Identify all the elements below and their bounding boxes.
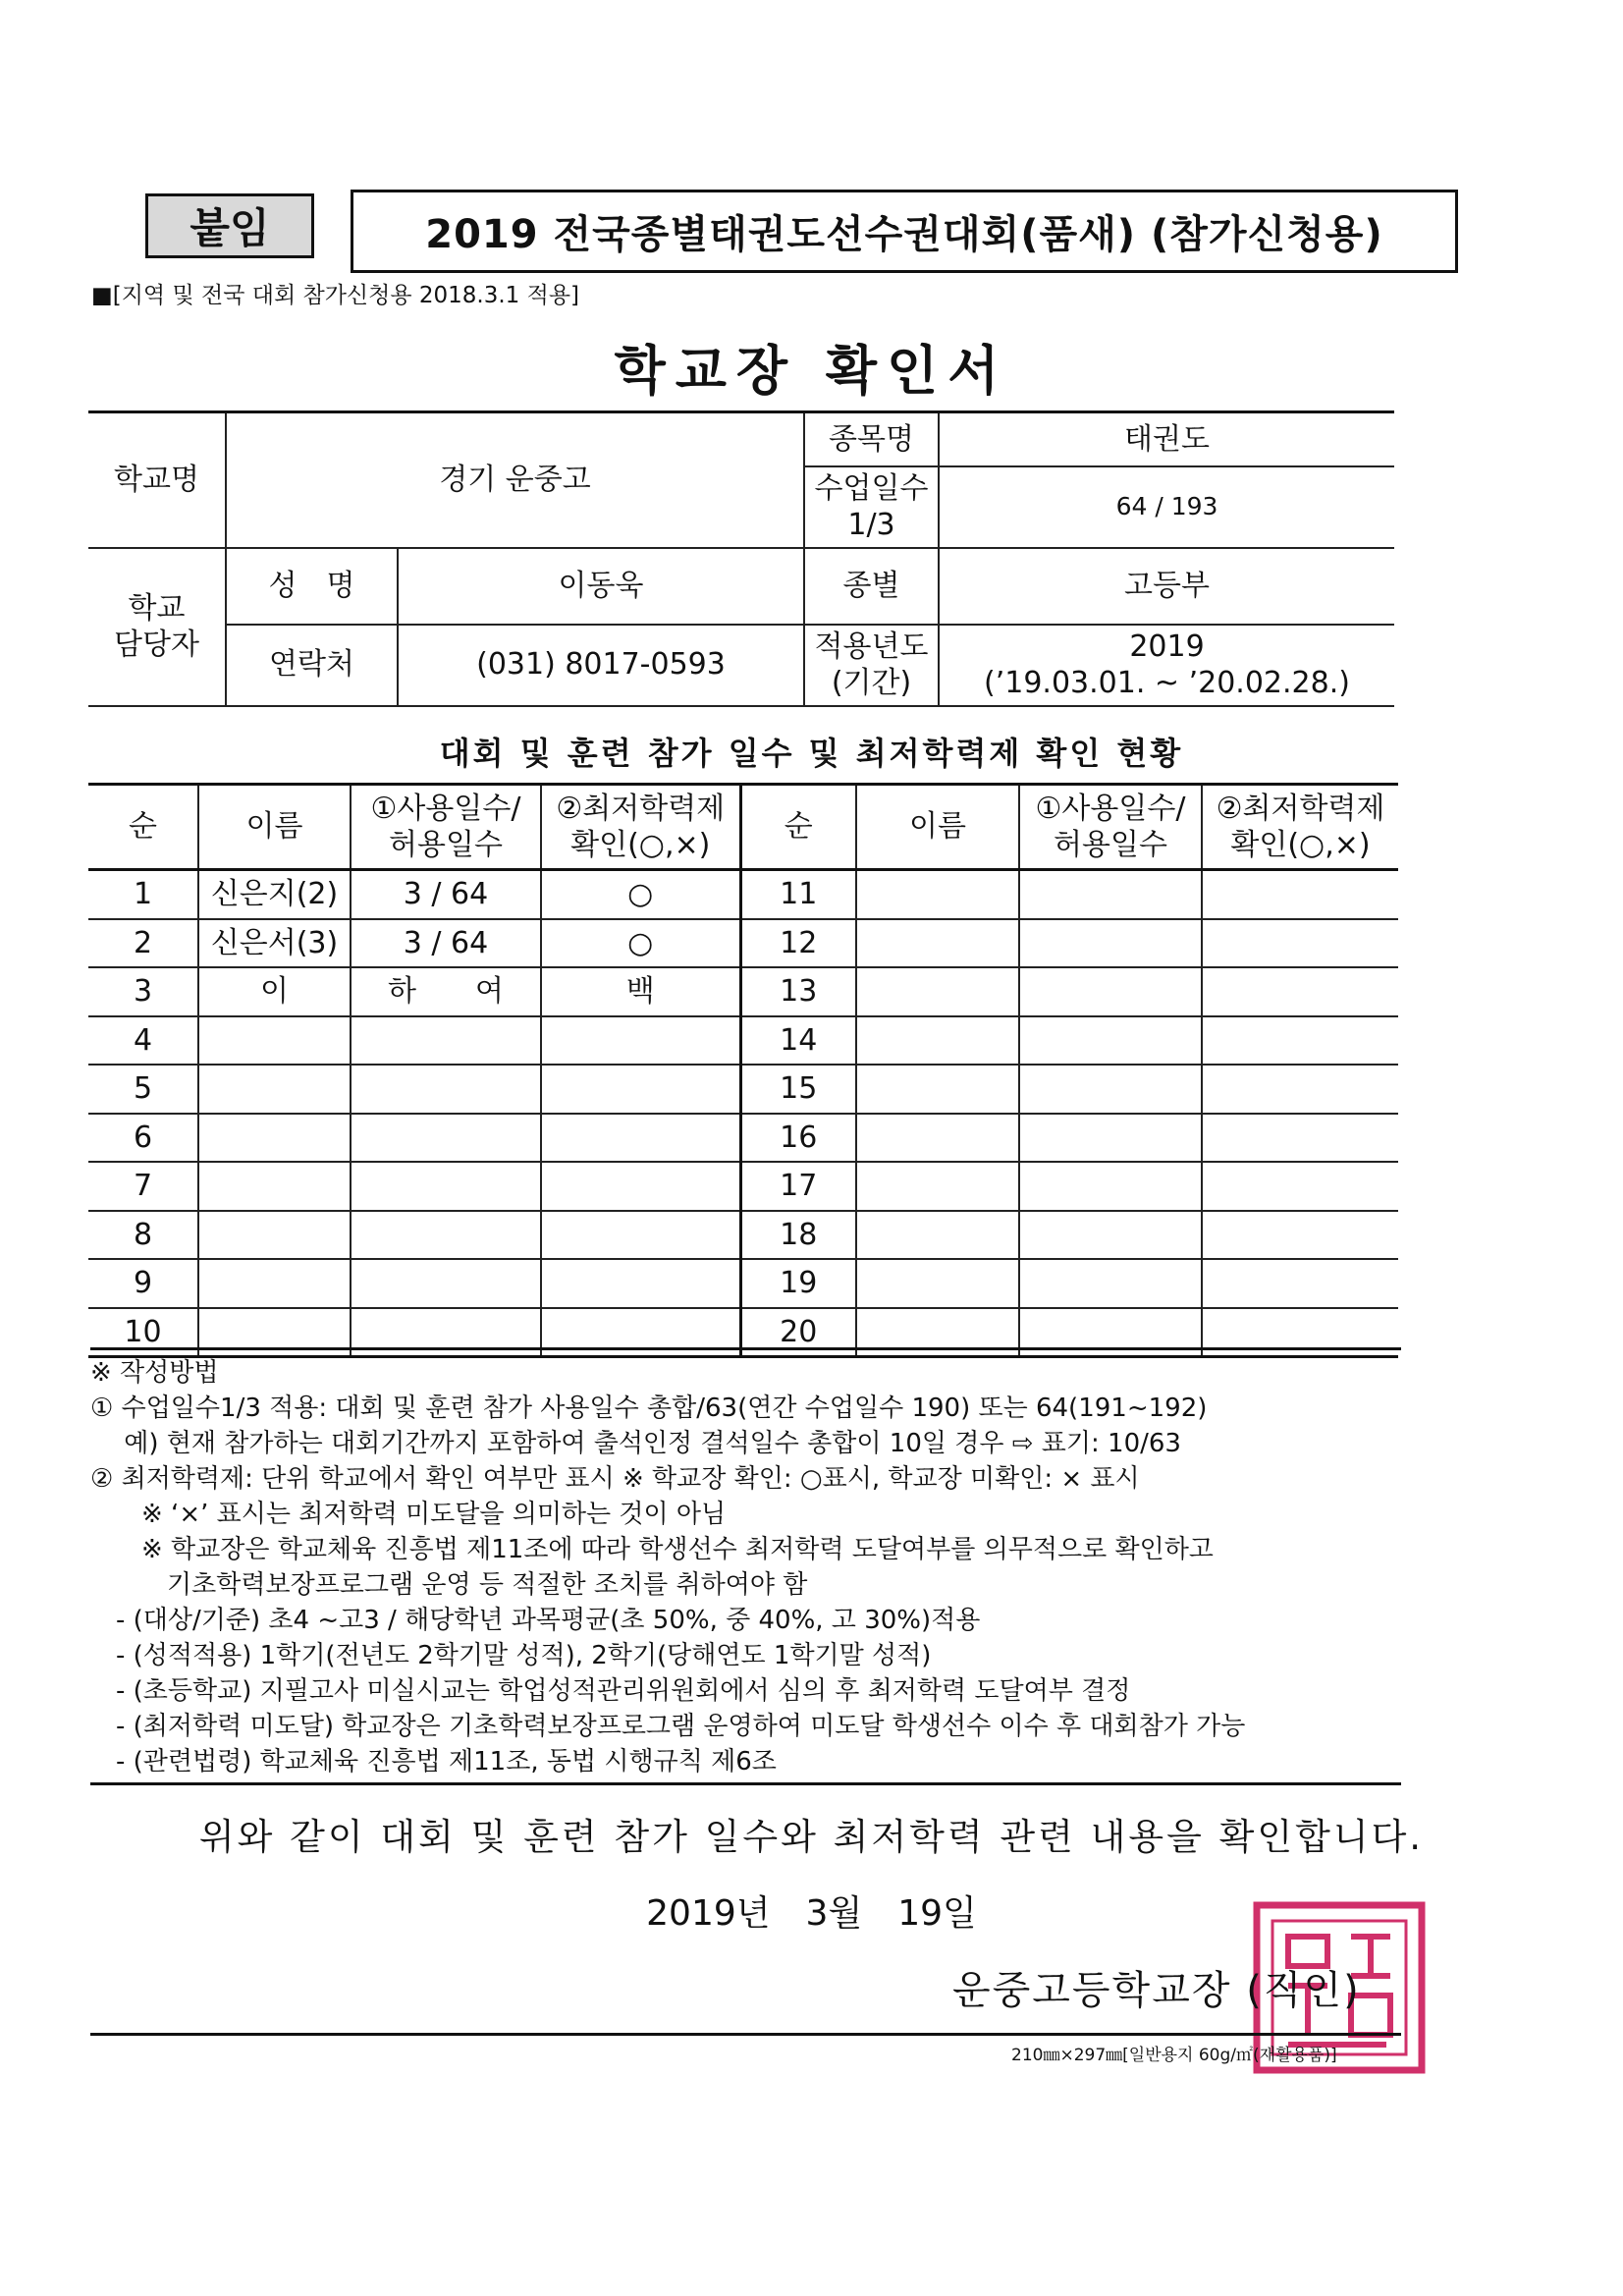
header-no-right: 순 — [740, 785, 856, 870]
instructions-bottom-rule — [90, 1782, 1401, 1785]
cell-no: 9 — [88, 1259, 198, 1308]
header-days-right-line2: 허용일수 — [1054, 828, 1167, 862]
cell-name — [856, 1114, 1019, 1163]
school-info-table — [88, 410, 1394, 707]
header-days-right — [1019, 785, 1202, 870]
cell-no: 3 — [88, 967, 198, 1016]
cell-check: ○ — [541, 870, 740, 919]
paper-spec: 210㎜×297㎜[일반용지 60g/㎡(재활용품)] — [1011, 2046, 1337, 2065]
cell-no: 11 — [740, 870, 856, 919]
instruction-line: ① 수업일수1/3 적용: 대회 및 훈련 참가 사용일수 총합/63(연간 수업일수 190) 또는 64(191~192) — [90, 1394, 1208, 1423]
cell-check — [1202, 1016, 1398, 1066]
event-label: 종목명 — [804, 412, 939, 466]
cell-check — [541, 1162, 740, 1211]
header-check-line1: ②최저학력제 — [556, 791, 726, 826]
school-name-label: 학교명 — [88, 412, 226, 548]
cell-days — [1019, 1162, 1202, 1211]
cell-check — [541, 1259, 740, 1308]
instructions-title: ※ 작성방법 — [90, 1358, 219, 1388]
cell-days — [1019, 1114, 1202, 1163]
table-row — [88, 967, 1398, 1016]
cell-check — [541, 1065, 740, 1114]
header-check-right-line2: 확인(○,×) — [1230, 828, 1371, 862]
cell-days — [351, 1162, 541, 1211]
header-days-line1: ①사용일수/ — [370, 791, 521, 826]
cell-days — [1019, 1065, 1202, 1114]
cell-no: 7 — [88, 1162, 198, 1211]
cell-no: 2 — [88, 919, 198, 968]
cell-name — [856, 1162, 1019, 1211]
cell-days — [351, 1065, 541, 1114]
instruction-line: ※ ‘×’ 표시는 최저학력 미도달을 의미하는 것이 아님 — [90, 1500, 727, 1529]
cell-days: 3 / 64 — [351, 919, 541, 968]
header-no: 순 — [88, 785, 198, 870]
contact-label: 연락처 — [226, 625, 398, 706]
contact-value: (031) 8017-0593 — [398, 625, 804, 706]
cell-name — [856, 1259, 1019, 1308]
cell-check — [1202, 1211, 1398, 1260]
cell-check: ○ — [541, 919, 740, 968]
cell-name: 신은서(3) — [198, 919, 351, 968]
cell-name — [856, 919, 1019, 968]
confirmation-date: 2019년 3월 19일 — [646, 1893, 977, 1934]
header-check-right-line1: ②최저학력제 — [1216, 791, 1385, 826]
year-label-line2: (기간) — [831, 666, 912, 700]
cell-days — [1019, 967, 1202, 1016]
instruction-line: ※ 학교장은 학교체육 진흥법 제11조에 따라 학생선수 최저학력 도달여부를 의무적으로 확인하고 — [90, 1535, 1214, 1564]
year-label-line1: 적용년도 — [814, 629, 929, 664]
cell-no: 14 — [740, 1016, 856, 1066]
table-row — [88, 1065, 1398, 1114]
cell-no: 6 — [88, 1114, 198, 1163]
cell-no: 15 — [740, 1065, 856, 1114]
cell-check — [1202, 870, 1398, 919]
header-days-line2: 허용일수 — [389, 828, 503, 862]
class-days-label-line2: 1/3 — [847, 508, 895, 542]
document-title-box: 2019 전국종별태권도선수권대회(품새) (참가신청용) — [351, 190, 1458, 273]
cell-name — [856, 1211, 1019, 1260]
cell-check — [1202, 967, 1398, 1016]
instruction-line: - (성적적용) 1학기(전년도 2학기말 성적), 2학기(당해연도 1학기말 성적) — [90, 1641, 932, 1670]
cell-no: 12 — [740, 919, 856, 968]
year-value-line1: 2019 — [1129, 629, 1205, 664]
instructions-top-rule — [90, 1347, 1401, 1350]
class-days-label-line1: 수업일수 — [814, 470, 929, 506]
cell-check — [1202, 1162, 1398, 1211]
cell-name — [198, 1211, 351, 1260]
cell-no: 18 — [740, 1211, 856, 1260]
cell-no: 5 — [88, 1065, 198, 1114]
manager-label-line2: 담당자 — [114, 628, 199, 662]
attachment-badge: 붙임 — [145, 193, 314, 258]
cell-check — [1202, 919, 1398, 968]
cell-name — [198, 1016, 351, 1066]
cell-days — [351, 1016, 541, 1066]
cell-days: 3 / 64 — [351, 870, 541, 919]
table-row — [88, 919, 1398, 968]
instruction-line: - (대상/기준) 초4 ~고3 / 해당학년 과목평균(초 50%, 중 40%, 고 30%)적용 — [90, 1606, 981, 1635]
cell-check — [541, 1016, 740, 1066]
division-value: 고등부 — [939, 548, 1394, 625]
cell-name — [198, 1259, 351, 1308]
cell-days — [351, 1211, 541, 1260]
manager-label — [88, 548, 226, 706]
cell-days — [1019, 870, 1202, 919]
cell-name — [198, 1114, 351, 1163]
table-row — [88, 1114, 1398, 1163]
instruction-line: - (최저학력 미도달) 학교장은 기초학력보장프로그램 운영하여 미도달 학생선수 이수 후 대회참가 가능 — [90, 1712, 1246, 1741]
cell-check — [1202, 1065, 1398, 1114]
cell-no: 10 — [88, 1308, 198, 1357]
cell-check — [1202, 1114, 1398, 1163]
instructions-lines — [90, 1391, 1406, 1779]
confirmation-statement: 위와 같이 대회 및 훈련 참가 일수와 최저학력 관련 내용을 확인합니다. — [198, 1816, 1425, 1858]
table-row — [88, 870, 1398, 919]
header-name: 이름 — [198, 785, 351, 870]
cell-check — [541, 1114, 740, 1163]
header-check — [541, 785, 740, 870]
class-days-value: 64 / 193 — [939, 466, 1394, 548]
header-check-right — [1202, 785, 1398, 870]
cell-name: 신은지(2) — [198, 870, 351, 919]
instruction-line: 예) 현재 참가하는 대회기간까지 포함하여 출석인정 결석일수 총합이 10일 경우 ⇨ 표기: 10/63 — [90, 1429, 1181, 1458]
participation-grid — [88, 783, 1398, 1358]
cell-no: 20 — [740, 1308, 856, 1357]
cell-name — [856, 870, 1019, 919]
division-label: 종별 — [804, 548, 939, 625]
cell-name — [856, 1065, 1019, 1114]
header-days — [351, 785, 541, 870]
cell-days: 하 여 — [351, 967, 541, 1016]
instruction-line: - (초등학교) 지필고사 미실시교는 학업성적관리위원회에서 심의 후 최저학력 도달여부 결정 — [90, 1676, 1131, 1706]
cell-no: 13 — [740, 967, 856, 1016]
school-name-value: 경기 운중고 — [226, 412, 804, 548]
cell-name — [198, 1162, 351, 1211]
cell-name — [198, 1065, 351, 1114]
cell-days — [351, 1114, 541, 1163]
instructions — [90, 1355, 1406, 1779]
cell-name — [856, 1016, 1019, 1066]
application-note: ■[지역 및 전국 대회 참가신청용 2018.3.1 적용] — [91, 283, 580, 308]
cell-no: 4 — [88, 1016, 198, 1066]
table-row — [88, 1162, 1398, 1211]
instruction-line: - (관련법령) 학교체육 진흥법 제11조, 동법 시행규칙 제6조 — [90, 1747, 777, 1777]
cell-days — [1019, 1211, 1202, 1260]
cell-check: 백 — [541, 967, 740, 1016]
cell-days — [1019, 1016, 1202, 1066]
year-value-line2: (’19.03.01. ~ ’20.02.28.) — [984, 666, 1350, 700]
principal-signature: 운중고등학교장 (직인) — [952, 1968, 1361, 2013]
class-days-label — [804, 466, 939, 548]
table-row — [88, 1016, 1398, 1066]
cell-no: 19 — [740, 1259, 856, 1308]
header-name-right: 이름 — [856, 785, 1019, 870]
status-title: 대회 및 훈련 참가 일수 및 최저학력제 확인 현황 — [439, 735, 1184, 772]
instruction-line: ② 최저학력제: 단위 학교에서 확인 여부만 표시 ※ 학교장 확인: ○표시, 학교장 미확인: × 표시 — [90, 1464, 1140, 1494]
footer-rule — [90, 2033, 1401, 2036]
header-check-line2: 확인(○,×) — [570, 828, 711, 862]
cell-no: 1 — [88, 870, 198, 919]
cell-days — [1019, 1259, 1202, 1308]
instruction-line: 기초학력보장프로그램 운영 등 적절한 조치를 취하여야 함 — [90, 1570, 808, 1600]
event-value: 태권도 — [939, 412, 1394, 466]
header-days-right-line1: ①사용일수/ — [1035, 791, 1186, 826]
year-label — [804, 625, 939, 706]
cell-no: 8 — [88, 1211, 198, 1260]
cell-no: 16 — [740, 1114, 856, 1163]
table-row — [88, 1259, 1398, 1308]
manager-label-line1: 학교 — [128, 590, 186, 626]
cell-no: 17 — [740, 1162, 856, 1211]
page-title: 학교장 확인서 — [614, 340, 1009, 402]
cell-check — [1202, 1259, 1398, 1308]
name-label: 성 명 — [226, 548, 398, 625]
cell-check — [541, 1211, 740, 1260]
cell-name — [856, 967, 1019, 1016]
cell-days — [1019, 919, 1202, 968]
table-row — [88, 1211, 1398, 1260]
cell-name: 이 — [198, 967, 351, 1016]
cell-days — [351, 1259, 541, 1308]
name-value: 이동욱 — [398, 548, 804, 625]
year-value — [939, 625, 1394, 706]
